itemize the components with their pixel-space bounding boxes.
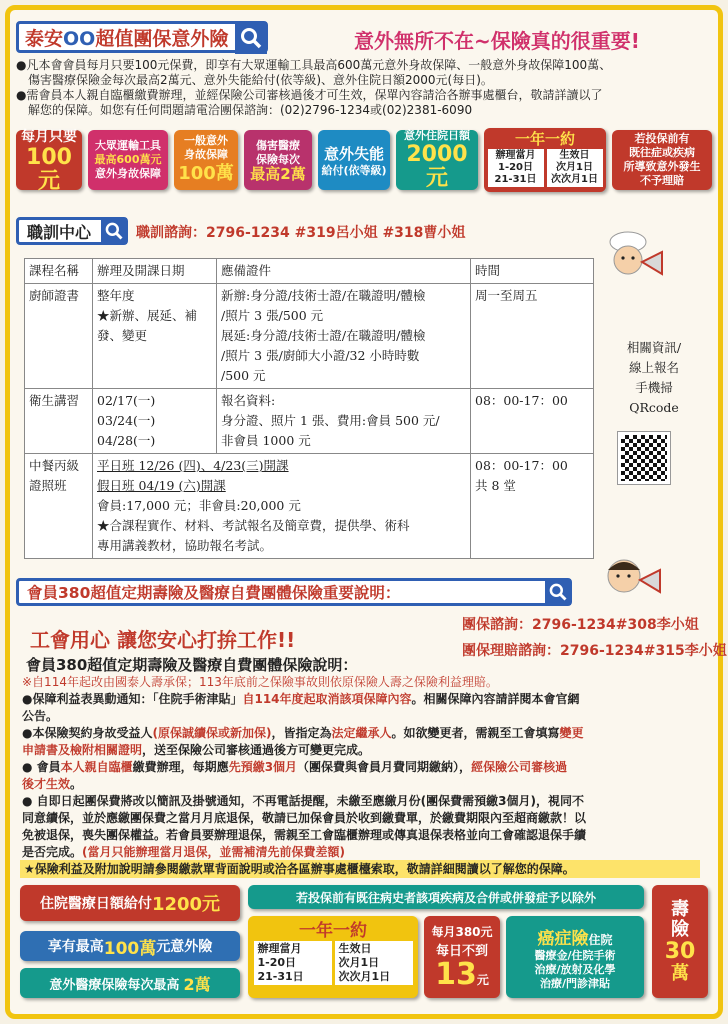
life-insurance-header: 會員380超值定期壽險及醫療自費團體保險重要說明： <box>16 578 572 606</box>
tile-monthly: 每月只要 100元 <box>16 130 82 190</box>
chef-mascot-icon <box>600 228 670 286</box>
benefit-note: ★保險利益及附加說明請參閱繳款單背面說明或洽各區辦事處櫃檯索取，敬請詳細閱讀以了解您的保障。 <box>20 860 700 878</box>
tile-one-year-bottom: 一年一約 辦理當月 1-20日 21-31日 生效日 次月1日 次次月1日 <box>248 916 418 998</box>
tile-life-30: 壽 險 30 萬 <box>652 885 708 998</box>
cell-time: 周一至周五 <box>471 284 594 389</box>
training-contact: 職訓諮詢：2796-1234 #319呂小姐 #318曹小姐 <box>136 225 466 241</box>
exclusion-banner: 若投保前有既往病史者該項疾病及合併或併發症予以除外 <box>248 885 644 909</box>
training-table <box>24 258 594 559</box>
cell-time: 08：00-17：00 共 8 堂 <box>471 454 594 559</box>
tile-accident-medical: 意外醫療保險每次最高 2萬 <box>20 968 240 998</box>
life-subtitle: 會員380超值定期壽險及醫療自費團體保險說明： <box>26 656 358 674</box>
magnifier-icon <box>545 579 571 605</box>
th-course: 課程名稱 <box>25 259 93 284</box>
table-row <box>25 389 594 454</box>
tile-disability: 意外失能 給付(依等級) <box>318 130 390 190</box>
slogan: 意外無所不在~保險真的很重要! <box>354 29 640 53</box>
table-row <box>25 284 594 389</box>
tile-transport: 大眾運輸工具 最高600萬元 意外身故保障 <box>88 130 168 190</box>
tile-accident-100: 享有最高 100萬 元意外險 <box>20 931 240 961</box>
tile-medical: 傷害醫療 保險每次 最高2萬 <box>244 130 312 190</box>
claims-contact: 團保理賠諮詢：2796-1234#315李小姐 <box>462 643 727 659</box>
insurance-title: 泰安OO超值團保意外險 <box>25 27 229 50</box>
cell-course: 衛生講習 <box>25 389 93 454</box>
table-header-row <box>25 259 594 284</box>
group-contact: 團保諮詢：2796-1234#308李小姐 <box>462 617 699 633</box>
insurance-title-box <box>16 21 268 53</box>
cell-documents: 平日班 12/26 (四)、4/23(三)開課 假日班 04/19 (六)開課 會員:17,000 元；非會員:20,000 元 ★合課程實作、材料、考試報名及簡章費，提供學、術科 專用講義教材，協助報名考試。 <box>93 454 471 559</box>
cell-date: 02/17(一) 03/24(一) 04/28(一) <box>93 389 217 454</box>
cell-documents: 報名資料: 身分證、照片 1 張、費用:會員 500 元/ 非會員 1000 元 <box>217 389 471 454</box>
th-documents: 應備證件 <box>217 259 471 284</box>
table-row <box>25 454 594 559</box>
life-notes: ※自114年起改由國泰人壽承保；113年底前之保險事故則依原保險人壽之保險利益理賠。 ●保障利益表異動通知：「住院手術津貼」自114年度起取消該項保障內容。相關保障內容請詳閱本會官網 公告。 ●本保險契約身故受益人(原保誠續保或新加保)，皆指定為法定繼承人。如欲變更者，需親至工會填寫變更 申請書及檢附相關證明，送至保險公司審核通過後方可變更完成。 ● 會員本人親自臨櫃繳費辦理，每期應先預繳3個月（團保費與會員月費同期繳納），經保險公司審核過 後才生效。 ● 自即日起團保費將改以簡訊及掛號通知，不再電話提醒，未繳至應繳月份(團保費需預繳3個月)，視同不 同意續保，並於應繳團保費之當月月底退保，敬請已加保會員於收到繳費單，於繳費期限內至超商繳款！以 免被退保，喪失團保權益。若會員要辦理退保，需親至工會臨櫃辦理或傳真退保表格並向工會確認退保手續 是否完成。(當月只能辦理當月退保，並需補清先前保費差額) <box>22 675 587 859</box>
qr-info: 相關資訊/ 線上報名 手機掃 QRcode <box>626 340 682 415</box>
cell-documents: 新辦:身分證/技術士證/在職證明/體檢 /照片 3 張/500 元 展延:身分證/技術士證/在職證明/體檢 /照片 3 張/廚師大小證/32 小時時數 /500 元 <box>217 284 471 389</box>
cell-date: 整年度 ★新辦、展延、補 發、變更 <box>93 284 217 389</box>
tile-hospital-daily-1200: 住院醫療日額給付 1200元 <box>20 885 240 921</box>
magnifier-icon <box>101 218 127 244</box>
cell-course: 中餐丙級 證照班 <box>25 454 93 559</box>
union-slogan: 工會用心 讓您安心打拚工作!! <box>30 628 296 652</box>
tile-hospital-daily: 意外住院日額 2000元 <box>396 130 478 190</box>
worker-mascot-icon <box>596 548 666 606</box>
training-header: 職訓中心 <box>16 217 128 245</box>
tile-daily-cost: 每月380元 每日不到 13元 <box>424 916 500 998</box>
cell-course: 廚師證書 <box>25 284 93 389</box>
tile-cancer: 癌症險住院 醫療金/住院手術 治療/放射及化學 治療/門診津貼 <box>506 916 644 998</box>
qrcode-image[interactable] <box>618 432 670 484</box>
intro-text: ●凡本會會員每月只要100元保費，即享有大眾運輸工具最高600萬元意外身故保障、一般意外身故保障100萬、 傷害醫療保險金每次最高2萬元、意外失能給付(依等級)、意外住院日額2000元(每日)。 ●需會員本人親自臨櫃繳費辦理，並經保險公司審核過後才可生效，保單內容請洽各辦事處櫃台，敬請詳讀以了 解您的保障。如您有任何問題請電洽團保諮詢：(02)2796-1234或(02)2381-6090 <box>16 58 612 117</box>
tile-exclusion: 若投保前有 既往症或疾病 所導致意外發生 不予理賠 <box>612 130 712 190</box>
magnifier-icon <box>235 22 267 54</box>
th-date: 辦理及開課日期 <box>93 259 217 284</box>
cell-time: 08：00-17：00 <box>471 389 594 454</box>
tile-one-year: 一年一約 辦理當月 1-20日 21-31日 生效日 次月1日 次次月1日 <box>484 128 606 192</box>
th-time: 時間 <box>471 259 594 284</box>
tile-general-death: 一般意外 身故保障 100萬 <box>174 130 238 190</box>
